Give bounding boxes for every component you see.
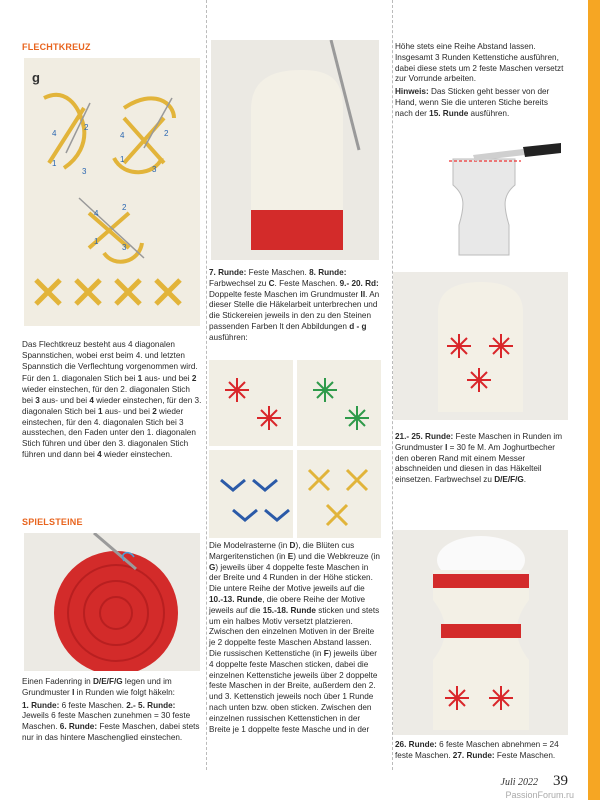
svg-text:1: 1 <box>120 155 125 164</box>
paragraph: Das Flechtkreuz besteht aus 4 diagonalen Spannstichen, wobei erst beim 4. und letzten Spannstich die Verflechtung vorgenommen wird. <box>22 340 198 371</box>
section-heading-flechtkreuz: FLECHTKREUZ <box>22 42 91 52</box>
illustration-yogurt-cup-knife <box>413 135 563 263</box>
column-3 <box>392 0 571 770</box>
svg-text:4: 4 <box>94 209 99 218</box>
text-block-runde-21-25 <box>395 432 567 488</box>
figure-g-flechtkreuz <box>24 58 200 326</box>
needle-icon <box>144 98 172 148</box>
photo-finished-game-piece <box>393 530 568 735</box>
page-edge-stripe <box>588 0 600 800</box>
paragraph: Für den 1. diagonalen Stich bei 1 aus- und bei 2 wieder einstechen, für den 2. diagonalen Stich bei 3 aus- und bei 4 wieder einstechen, für den 3. diagonalen Stich bei 1 aus- und bei 2 wieder einstechen, für den 4. diagonalen Stich bei 3 ausstechen, den Faden unter den 1. diagonalen Stich führen und über den 3. diagonalen Stich führen und dann bei 4 wieder einstechen. <box>22 374 202 459</box>
text-block-runde-7-20 <box>209 268 381 346</box>
text-block-flechtkreuz <box>22 340 202 463</box>
svg-text:3: 3 <box>122 243 127 252</box>
svg-text:4: 4 <box>52 129 57 138</box>
figure-label: g <box>32 70 40 85</box>
paragraph: 21.- 25. Runde: Feste Maschen in Runden im Grundmuster I = 30 fe M. Am Joghurtbecher den oberen Rand mit einem Messer abschneiden und diesen in das Häkelteil einsetzen. Farbwechsel zu D/E/F/G. <box>395 432 563 485</box>
watermark: PassionForum.ru <box>505 790 574 800</box>
section-heading-spielsteine: SPIELSTEINE <box>22 517 83 527</box>
svg-text:2: 2 <box>84 123 89 132</box>
photo-embroidered-piece <box>393 272 568 420</box>
svg-text:1: 1 <box>52 159 57 168</box>
paragraph: Einen Fadenring in D/E/F/G legen und im Grundmuster I in Runden wie folgt häkeln: <box>22 677 175 697</box>
issue-date: Juli 2022 <box>500 777 538 788</box>
footer <box>0 773 588 800</box>
needle-icon <box>79 198 144 258</box>
paragraph: Die Modelrasterne (in D), die Blüten cus Margeritenstichen (in E) und die Webkreuze (in G) jeweils über 4 doppelte feste Maschen in der Breite und 4 Runden in der Höhe sticken. Die untere Reihe der Motive jeweils auf die 10.-13. Runde, die obere Reihe der Motive jeweils auf die 15.-18. Runde sticken und stets um ein halbes Motiv versetzt platzieren. Zwischen den einzelnen Motiven in der Breite je 2 doppelte feste Maschen Abstand lassen. Die russischen Kettenstiche (in F) jeweils über 4 doppelte feste Maschen sticken, dabei die einzelnen Kettenstiche jeweils über 2 doppelte feste Maschen in der Breite, außerdem den 2. und 3. Kettenstich jeweils noch über 1 Runde nach unten bzw. oben sticken. Zwischen den einzelnen russischen Kettenstichen in der Breite je 1 doppelte feste Masche und in der <box>209 541 380 734</box>
svg-text:2: 2 <box>164 129 169 138</box>
flechtkreuz-diagram <box>24 58 200 326</box>
svg-text:1: 1 <box>94 237 99 246</box>
page-number: 39 <box>553 773 568 789</box>
photo-crochet-tube <box>211 40 379 260</box>
text-block-spielsteine <box>22 677 202 746</box>
photo-crochet-disc <box>24 533 200 671</box>
paragraph: 26. Runde: 6 feste Maschen abnehmen = 24 feste Maschen. 27. Runde: Feste Maschen. <box>395 740 559 760</box>
svg-text:3: 3 <box>82 167 87 176</box>
paragraph: 7. Runde: Feste Maschen. 8. Runde: Farbwechsel zu C. Feste Maschen. 9.- 20. Rd: Doppelte feste Maschen im Grundmuster II. An dieser Stelle die Häkelarbeit unterbrechen und die Stickereien jeweils in den zu den Steinen passenden Farben lt den Abbildungen d - g ausführen: <box>209 268 380 342</box>
svg-text:2: 2 <box>122 203 127 212</box>
text-block-kettenstiche <box>395 42 567 122</box>
paragraph: Höhe stets eine Reihe Abstand lassen. Insgesamt 3 Runden Kettenstiche ausführen, dabei diese stets um 2 feste Maschen versetzt zur Vorrunde arbeiten. <box>395 42 564 84</box>
text-block-runde-26-27 <box>395 740 567 764</box>
svg-text:4: 4 <box>120 131 125 140</box>
photo-embroidery-samples <box>209 360 381 538</box>
paragraph: 1. Runde: 6 feste Maschen. 2.- 5. Runde: Jeweils 6 feste Maschen zunehmen = 30 feste Maschen. 6. Runde: Feste Maschen, dabei stets nur in das hintere Maschenglied einstechen. <box>22 700 200 742</box>
text-block-motive <box>209 541 381 737</box>
paragraph: Hinweis: Das Sticken geht besser von der Hand, wenn Sie die unteren Stiche bereits nach der 15. Runde ausführen. <box>395 87 550 118</box>
knife-handle-icon <box>523 143 561 157</box>
column-1 <box>22 0 202 770</box>
column-2 <box>206 0 385 770</box>
svg-text:3: 3 <box>152 165 157 174</box>
